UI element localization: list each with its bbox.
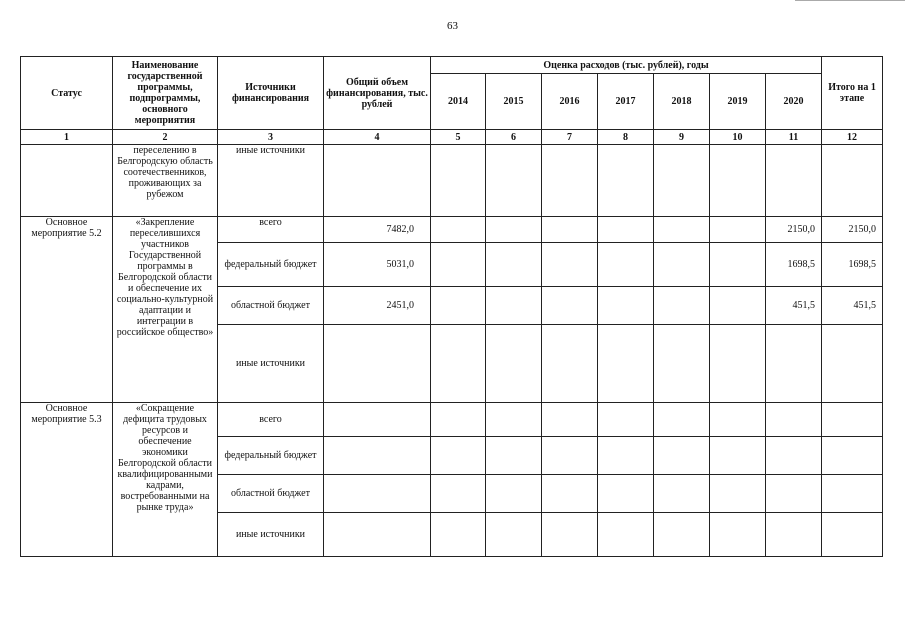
year-2020-cell: 1698,5: [766, 243, 822, 287]
column-number: 1: [21, 130, 113, 145]
continuation-name: переселению в Белгородскую область соотечественников, проживающих за рубежом: [113, 145, 218, 217]
header-sources: Источники финансирования: [218, 57, 324, 130]
header-year: 2017: [598, 74, 654, 130]
measure-5-2-status: Основное мероприятие 5.2: [21, 217, 113, 403]
column-number: 8: [598, 130, 654, 145]
source-cell: федеральный бюджет: [218, 437, 324, 475]
year-2020-cell: 2150,0: [766, 217, 822, 243]
header-total-volume: Общий объем финансирования, тыс. рублей: [324, 57, 431, 130]
column-number: 6: [486, 130, 542, 145]
total-cell: 5031,0: [324, 243, 431, 287]
header-status: Статус: [21, 57, 113, 130]
total-cell: 7482,0: [324, 217, 431, 243]
source-cell: областной бюджет: [218, 475, 324, 513]
column-number: 2: [113, 130, 218, 145]
source-cell: иные источники: [218, 513, 324, 557]
header-stage-total: Итого на 1 этапе: [822, 57, 883, 130]
table-row: [21, 403, 883, 437]
column-number: 5: [431, 130, 486, 145]
measure-5-2-name: «Закрепление переселившихся участников Государственной программы в Белгородской области и обеспечение их социально-культурной адаптации и интеграции в российское общество»: [113, 217, 218, 403]
header-year: 2015: [486, 74, 542, 130]
table-row: [21, 145, 883, 217]
year-2020-cell: 451,5: [766, 287, 822, 325]
header-row: [21, 57, 883, 74]
scan-edge-mark: [795, 0, 905, 1]
measure-5-3-status: Основное мероприятие 5.3: [21, 403, 113, 557]
header-year: 2019: [710, 74, 766, 130]
column-number: 4: [324, 130, 431, 145]
column-number: 12: [822, 130, 883, 145]
source-cell: иные источники: [218, 145, 324, 217]
source-cell: всего: [218, 403, 324, 437]
page-number: 63: [447, 20, 458, 32]
header-year: 2020: [766, 74, 822, 130]
status-cell: [21, 145, 113, 217]
source-cell: иные источники: [218, 325, 324, 403]
budget-table: [20, 56, 883, 557]
source-cell: областной бюджет: [218, 287, 324, 325]
header-year: 2014: [431, 74, 486, 130]
column-number: 11: [766, 130, 822, 145]
column-number: 3: [218, 130, 324, 145]
column-number: 10: [710, 130, 766, 145]
stage-total-cell: 451,5: [822, 287, 883, 325]
header-year: 2016: [542, 74, 598, 130]
total-cell: 2451,0: [324, 287, 431, 325]
column-number: 9: [654, 130, 710, 145]
column-number-row: [21, 130, 883, 145]
source-cell: всего: [218, 217, 324, 243]
column-number: 7: [542, 130, 598, 145]
header-estimate: Оценка расходов (тыс. рублей), годы: [431, 57, 822, 74]
header-name: Наименование государственной программы, подпрограммы, основного мероприятия: [113, 57, 218, 130]
stage-total-cell: 1698,5: [822, 243, 883, 287]
measure-5-3-name: «Сокращение дефицита трудовых ресурсов и обеспечение экономики Белгородской области квалифицированными кадрами, востребованными на рынке труда»: [113, 403, 218, 557]
source-cell: федеральный бюджет: [218, 243, 324, 287]
table-row: [21, 217, 883, 243]
stage-total-cell: 2150,0: [822, 217, 883, 243]
header-year: 2018: [654, 74, 710, 130]
